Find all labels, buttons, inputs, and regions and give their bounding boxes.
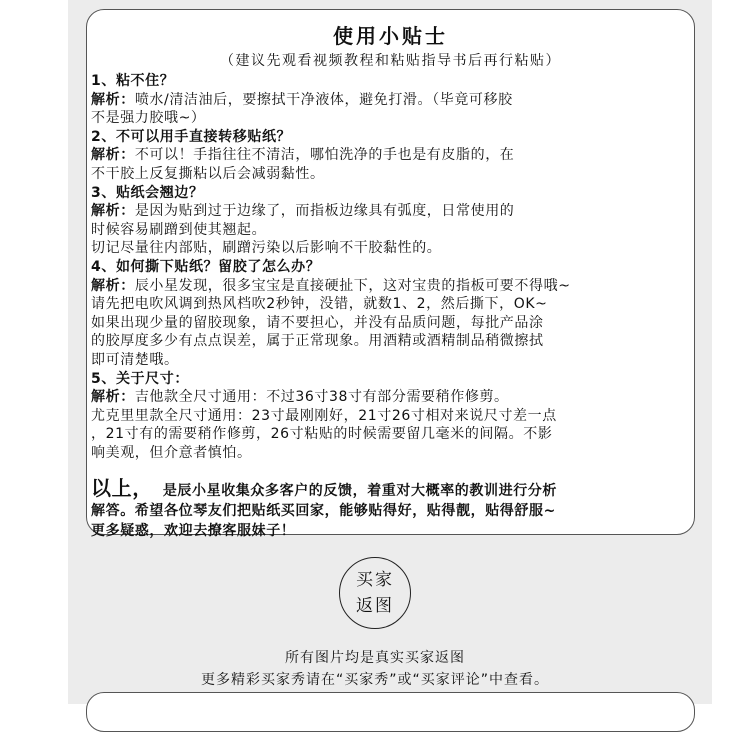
summary-lead: 以上， — [91, 476, 153, 500]
question-5: 5、关于尺寸： — [91, 370, 189, 387]
answer-1-line-2: 不是强力胶哦~） — [91, 110, 206, 127]
answer-5-line-4: 响美观，但介意者慎怕。 — [91, 444, 252, 461]
answer-label: 解析： — [91, 277, 135, 294]
summary-line-2: 解答。希望各位琴友们把贴纸买回家，能够贴得好，贴得靓，贴得舒服~ — [91, 503, 556, 519]
footer-line-1: 所有图片均是真实买家返图 — [285, 650, 465, 666]
answer-4-line-4: 的胶厚度多少有点点误差，属于正常现象。用酒精或酒精制品稍微擦拭 — [91, 333, 544, 350]
answer-2-line-1: 解析：不可以！手指往往不清洁，哪怕洗净的手也是有皮脂的，在 — [91, 147, 515, 164]
summary-line-3: 更多疑惑，欢迎去撩客服妹子！ — [91, 523, 296, 539]
summary-line-1: 以上， 是辰小星收集众多客户的反馈，着重对大概率的教训进行分析 — [91, 476, 558, 500]
question-4: 4、如何撕下贴纸？留胶了怎么办？ — [91, 258, 321, 275]
answer-label: 解析： — [91, 147, 135, 164]
summary — [91, 478, 711, 541]
next-card-edge — [86, 692, 695, 732]
question-1: 1、粘不住？ — [91, 73, 175, 89]
answer-4-line-1: 解析：辰小星发现，很多宝宝是直接硬扯下，这对宝贵的指板可要不得哦~ — [91, 277, 571, 294]
tips-card — [86, 9, 695, 539]
answer-4-line-3: 如果出现少量的留胶现象，请不要担心，并没有品质问题，每批产品涂 — [91, 314, 544, 331]
question-2: 2、不可以用手直接转移贴纸？ — [91, 128, 292, 145]
answer-1-line-1: 解析：喷水/清洁油后，要擦拭干净液体，避免打滑。（毕竟可移胶 — [91, 91, 513, 108]
badge-line-2: 返图 — [356, 596, 394, 616]
answer-3-line-2: 时候容易刷蹭到使其翘起。 — [91, 221, 267, 238]
buyer-photos-badge — [339, 557, 411, 629]
answer-2-line-2: 不干胶上反复撕粘以后会减弱黏性。 — [91, 165, 325, 182]
question-3: 3、贴纸会翘边？ — [91, 184, 204, 201]
card-subtitle: （建议先观看视频教程和粘贴指导书后再行粘贴） — [220, 53, 561, 69]
answer-5-line-2: 尤克里里款全尺寸通用：23寸最刚刚好，21寸26寸相对来说尺寸差一点 — [91, 407, 557, 424]
tips-body — [91, 72, 711, 462]
answer-label: 解析： — [91, 91, 135, 108]
footer-line-2: 更多精彩买家秀请在“买家秀”或“买家评论”中查看。 — [200, 672, 549, 688]
answer-5-line-1: 解析：吉他款全尺寸通用：不过36寸38寸有部分需要稍作修剪。 — [91, 389, 509, 406]
answer-5-line-3: ，21寸有的需要稍作修剪，26寸粘贴的时候需要留几毫米的间隔。不影 — [91, 426, 553, 443]
answer-3-line-3: 切记尽量往内部贴，刷蹭污染以后影响不干胶黏性的。 — [91, 240, 442, 257]
answer-4-line-2: 请先把电吹风调到热风档吹2秒钟，没错，就数1、2，然后撕下，OK~ — [91, 296, 548, 313]
answer-label: 解析： — [91, 203, 135, 220]
answer-3-line-1: 解析：是因为贴到过于边缘了，而指板边缘具有弧度，日常使用的 — [91, 203, 515, 220]
answer-4-line-5: 即可清楚哦。 — [91, 351, 179, 368]
badge-line-1: 买家 — [356, 570, 394, 590]
card-title: 使用小贴士 — [333, 24, 448, 48]
answer-label: 解析： — [91, 389, 135, 406]
